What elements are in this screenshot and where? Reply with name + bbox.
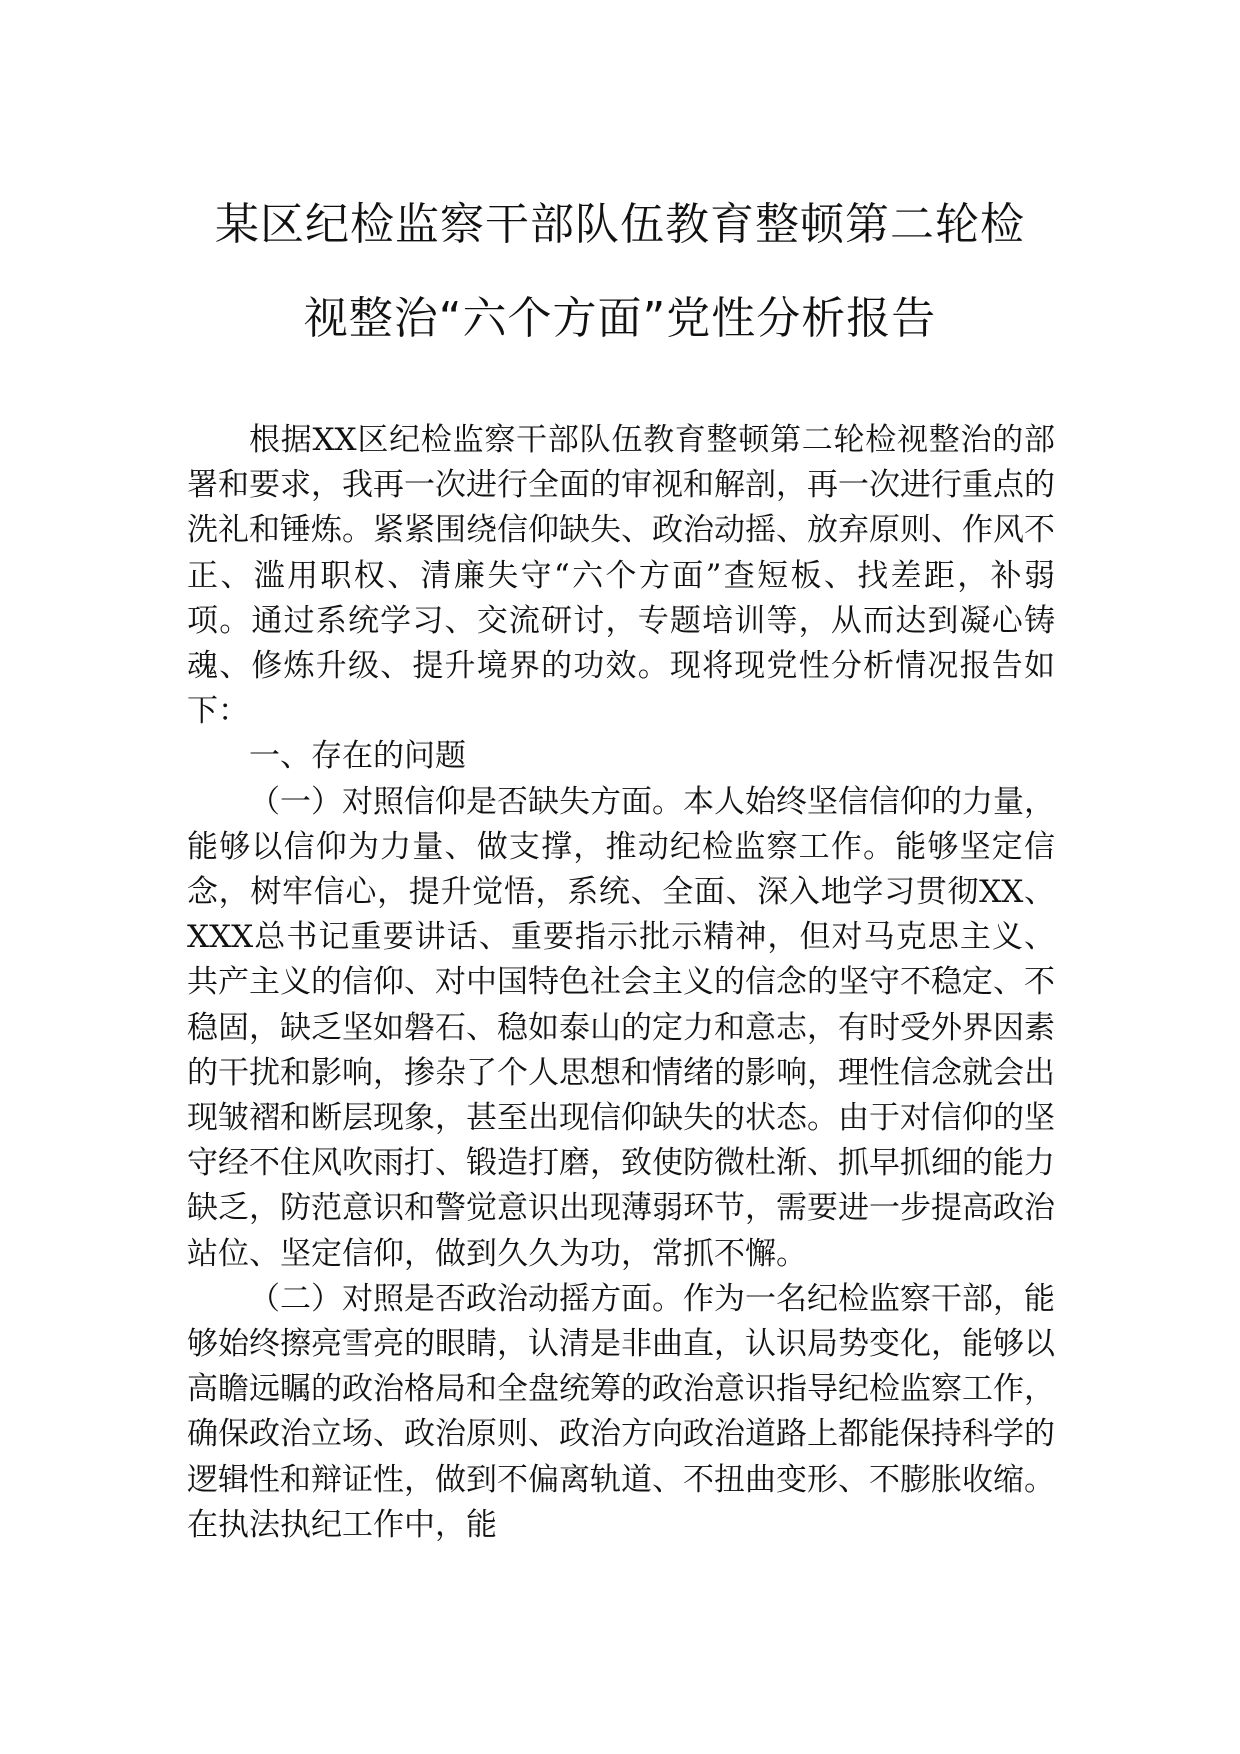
intro-paragraph: 根据XX区纪检监察干部队伍教育整顿第二轮检视整治的部署和要求，我再一次进行全面的审视和解剖，再一次进行重点的洗礼和锤炼。紧紧围绕信仰缺失、政治动摇、放弃原则、作风不正、滥用职权、清廉失守“六个方面”查短板、找差距，补弱项。通过系统学习、交流研讨，专题培训等，从而达到凝心铸魂、修炼升级、提升境界的功效。现将现党性分析情况报告如下：: [187, 422, 1055, 730]
section-heading: 一、存在的问题: [249, 738, 466, 775]
title-line-1: 某区纪检监察干部队伍教育整顿第二轮检: [215, 199, 1025, 250]
title-line-2: 视整治“六个方面”党性分析报告: [303, 293, 937, 344]
paragraph-belief: （一）对照信仰是否缺失方面。本人始终坚信信仰的力量，能够以信仰为力量、做支撑，推动纪检监察工作。能够坚定信念，树牢信心，提升觉悟，系统、全面、深入地学习贯彻XX、XXX总书记重要讲话、重要指示批示精神，但对马克思主义、共产主义的信仰、对中国特色社会主义的信念的坚守不稳定、不稳固，缺乏坚如磐石、稳如泰山的定力和意志，有时受外界因素的干扰和影响，掺杂了个人思想和情绪的影响，理性信念就会出现皱褶和断层现象，甚至出现信仰缺失的状态。由于对信仰的坚守经不住风吹雨打、锻造打磨，致使防微杜渐、抓早抓细的能力缺乏，防范意识和警觉意识出现薄弱环节，需要进一步提高政治站位、坚定信仰，做到久久为功，常抓不懈。: [187, 783, 1055, 1272]
document-body: [187, 418, 1055, 1548]
document-title: [180, 178, 1060, 366]
paragraph-politics: （二）对照是否政治动摇方面。作为一名纪检监察干部，能够始终擦亮雪亮的眼睛，认清是非曲直，认识局势变化，能够以高瞻远瞩的政治格局和全盘统筹的政治意识指导纪检监察工作，确保政治立场、政治原则、政治方向政治道路上都能保持科学的逻辑性和辩证性，做到不偏离轨道、不扭曲变形、不膨胀收缩。在执法执纪工作中，能: [187, 1280, 1055, 1543]
